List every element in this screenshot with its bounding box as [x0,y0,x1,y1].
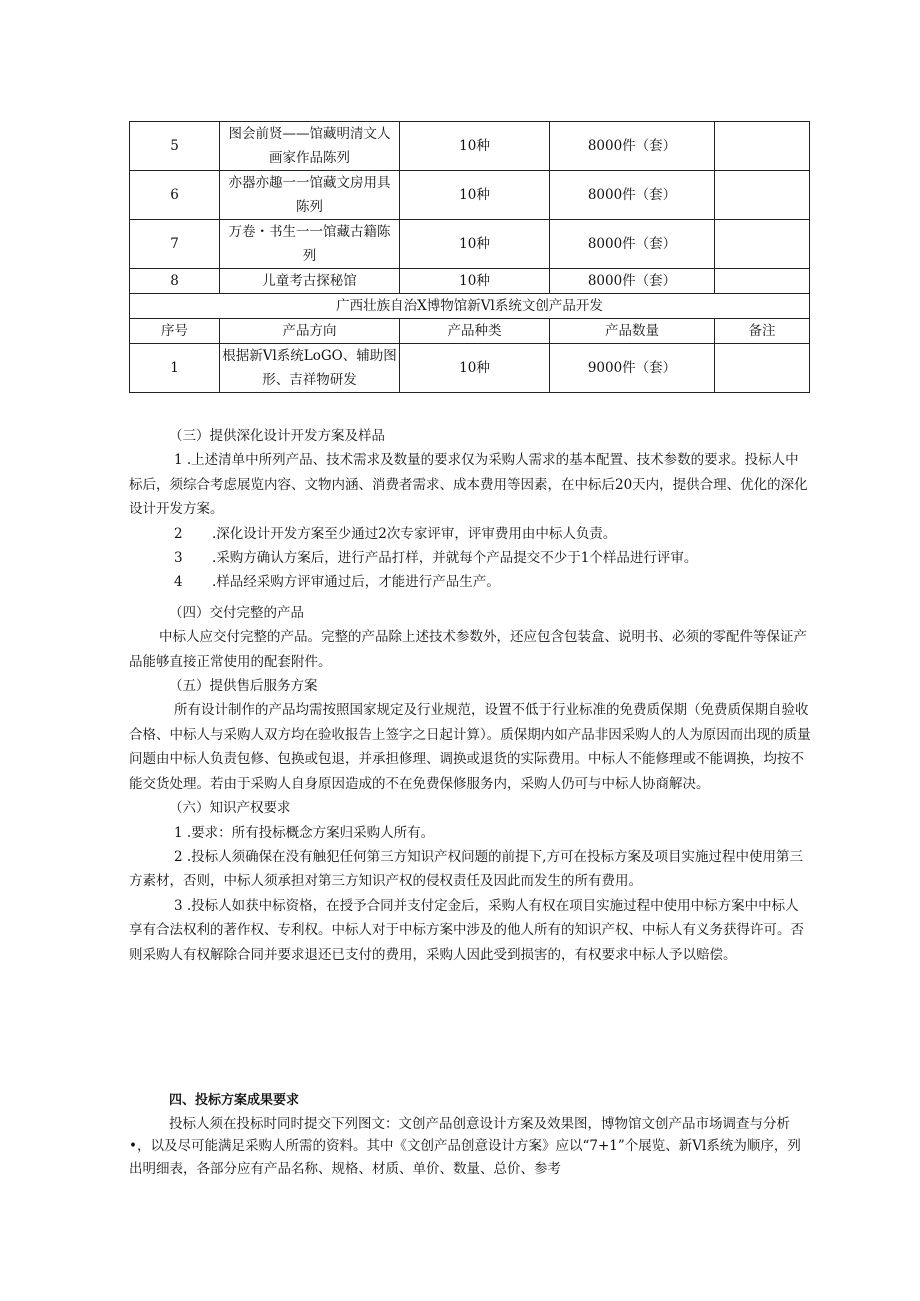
list-item: 2 .投标人须确保在没有触犯任何第三方知识产权问题的前提下,方可在投标方案及项目实施过程中使用第三方素材，否则，中标人须承担对第三方知识产权的侵权责任及因此而发生的所有费用。 [129,848,803,890]
table-section-row [130,294,810,319]
cell-qty: 8000件（套） [550,220,715,269]
list-item: 2 .深化设计开发方案至少通过2次专家评审，评审费用由中标人负责。 [174,525,617,542]
cell-direction: 儿童考古探秘馆 [220,269,400,294]
table-row [130,344,810,393]
table-row [130,122,810,171]
cell-note [715,269,810,294]
cell-qty: 8000件（套） [550,122,715,171]
cell-no: 7 [130,220,220,269]
section-5-para: 所有设计制作的产品均需按照国家规定及行业规范，设置不低于行业标准的免费质保期（免费质保期自验收合格、中标人与采购人双方均在验收报告上签字之日起计算）。质保期内如产品非因采购人的人为原因而出现的质量问题由中标人负责包修、包换或包退，并承担修理、调换或退货的实际费用。中标人不能修理或不能调换，均按不能交货处理。若由于采购人自身原因造成的不在免费保修服务内，采购人仍可与中标人协商解决。 [129,702,811,792]
table-section-title: 广西壮族自治X博物馆新Vl系统文创产品开发 [130,294,810,319]
cell-direction: 亦器亦趣一一馆藏文房用具陈列 [220,171,400,220]
cell-kinds: 10种 [400,122,550,171]
cell-qty: 9000件（套） [550,344,715,393]
cell-no: 8 [130,269,220,294]
product-table [129,121,810,393]
header-note: 备注 [715,319,810,344]
header-direction: 产品方向 [220,319,400,344]
section-6-title: （六）知识产权要求 [169,800,291,817]
list-item: 3 .采购方确认方案后，进行产品打样，并就每个产品提交不少于1个样品进行评审。 [174,550,698,567]
cell-qty: 8000件（套） [550,269,715,294]
section-3-para-1: 1 .上述清单中所列产品、技术需求及数量的要求仅为采购人需求的基本配置、技术参数的要求。投标人中标后，须综合考虑展览内容、文物内涵、消费者需求、成本费用等因素，在中标后20天内，提供合理、优化的深化设计开发方案。 [129,452,808,518]
section-4-para: 中标人应交付完整的产品。完整的产品除上述技术参数外，还应包含包装盒、说明书、必须的零配件等保证产品能够直接正常使用的配套附件。 [129,629,807,670]
cell-no: 5 [130,122,220,171]
cell-no: 1 [130,344,220,393]
part-4-para: 投标人须在投标时同时提交下列图文：文创产品创意设计方案及效果图，博物馆文创产品市场调查与分析•，以及尽可能满足采购人所需的资料。其中《文创产品创意设计方案》应以“7+1”个展览、新Vl系统为顺序，列出明细表，各部分应有产品名称、规格、材质、单价、数量、总价、参考 [129,1115,801,1177]
part-4 [129,1090,811,1180]
cell-kinds: 10种 [400,269,550,294]
cell-no: 6 [130,171,220,220]
table-header-row [130,319,810,344]
cell-note [715,344,810,393]
table-row [130,269,810,294]
header-no: 序号 [130,319,220,344]
list-item: 3 .投标人如获中标资格，在授予合同并支付定金后，采购人有权在项目实施过程中使用中标方案中中标人享有合法权利的著作权、专利权。中标人对于中标方案中涉及的他人所有的知识产权、中标人有义务获得许可。否则采购人有权解除合同并要求退还已支付的费用，采购人因此受到损害的，有权要求中标人予以赔偿。 [129,897,804,963]
section-4-title: （四）交付完整的产品 [169,604,304,621]
cell-direction: 万卷・书生一一馆藏古籍陈列 [220,220,400,269]
header-qty: 产品数量 [550,319,715,344]
list-item: 1 .要求：所有投标概念方案归采购人所有。 [174,824,435,841]
cell-direction: 根据新Vl系统LoGO、辅助图形、吉祥物研发 [220,344,400,393]
cell-note [715,220,810,269]
section-5-title: （五）提供售后服务方案 [169,678,318,695]
cell-kinds: 10种 [400,220,550,269]
header-kinds: 产品种类 [400,319,550,344]
part-4-heading: 四、投标方案成果要求 [169,1093,300,1108]
section-3-title: （三）提供深化设计开发方案及样品 [169,428,385,444]
table-row [130,171,810,220]
cell-note [715,171,810,220]
cell-note [715,122,810,171]
cell-kinds: 10种 [400,171,550,220]
body-text [129,424,811,967]
list-item: 4 .样品经采购方评审通过后，才能进行产品生产。 [174,574,500,591]
cell-kinds: 10种 [400,344,550,393]
cell-direction: 图会前贤——馆藏明清文人画家作品陈列 [220,122,400,171]
table-row [130,220,810,269]
cell-qty: 8000件（套） [550,171,715,220]
